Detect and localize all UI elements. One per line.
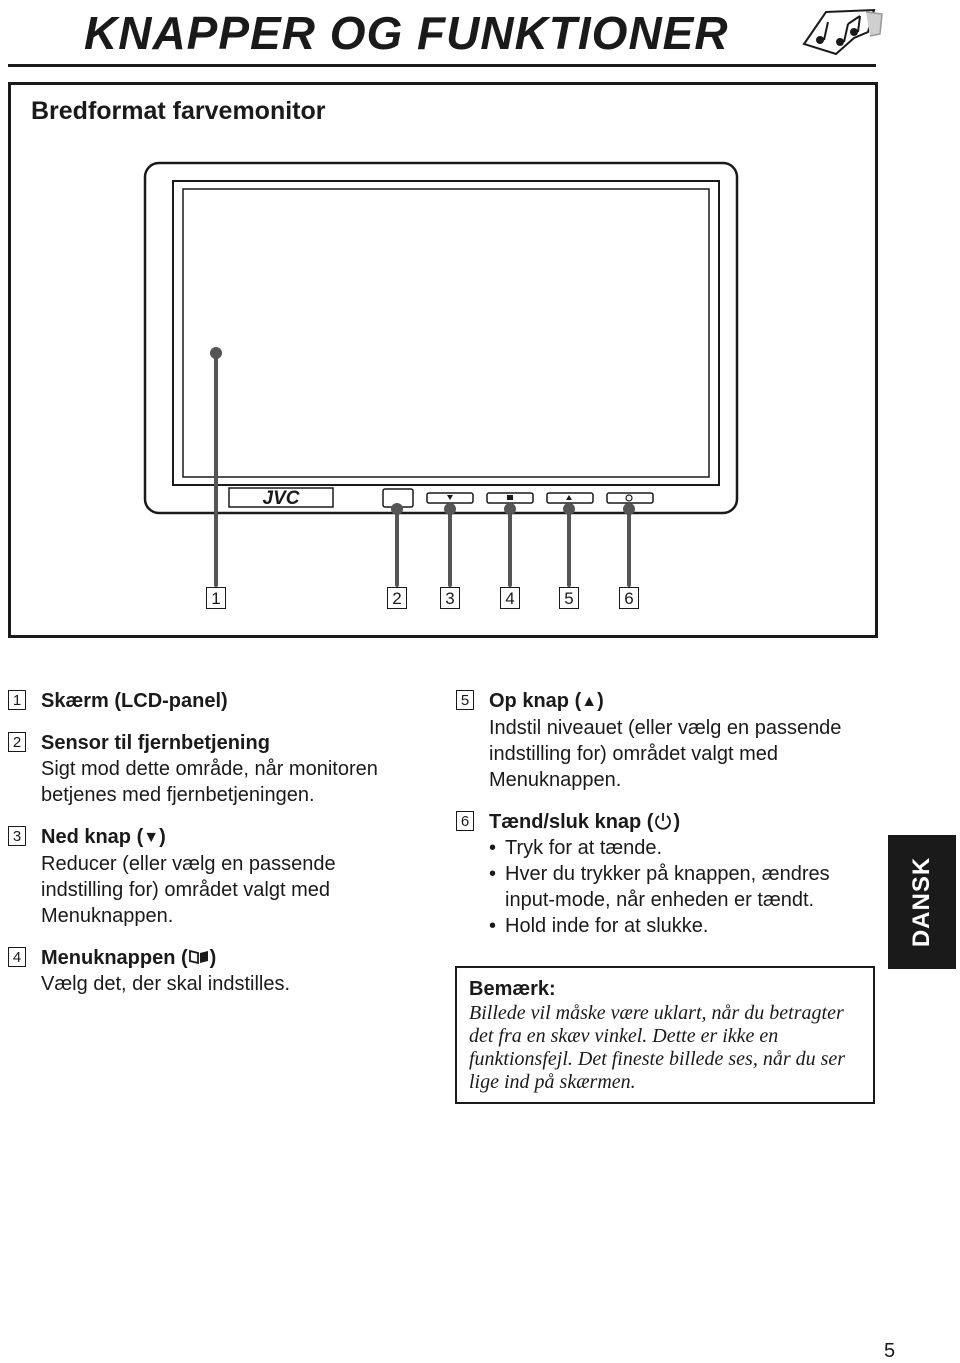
note-box <box>455 966 875 1104</box>
page-number: 5 <box>884 1340 896 1362</box>
page-title: KNAPPER OG FUNKTIONER <box>84 7 729 59</box>
bullet-item: • Tryk for at tænde. <box>489 835 856 861</box>
item-number: 6 <box>456 811 474 831</box>
item-number: 3 <box>8 826 26 846</box>
item-title: Ned knap (▼) <box>41 826 166 848</box>
item-title: Tænd/sluk knap ( ) <box>489 811 681 833</box>
up-arrow-icon: ▲ <box>581 693 598 710</box>
item-power-button <box>456 809 856 939</box>
item-number: 4 <box>8 947 26 967</box>
note-title: Bemærk: <box>469 978 556 1000</box>
item-description: Reducer (eller vælg en passende indstilling for) området valgt med Menuknappen. <box>41 853 336 927</box>
item-menu-button <box>8 945 408 997</box>
item-remote-sensor <box>8 730 408 808</box>
callout-label-6: 6 <box>619 587 639 609</box>
callout-label-3: 3 <box>440 587 460 609</box>
descriptions-left <box>8 688 408 1013</box>
power-button-shape <box>607 493 653 503</box>
item-number: 5 <box>456 690 474 710</box>
callout-label-1: 1 <box>206 587 226 609</box>
item-screen <box>8 688 408 714</box>
callout-label-2: 2 <box>387 587 407 609</box>
item-down-button <box>8 824 408 929</box>
item-title: Skærm (LCD-panel) <box>41 690 228 712</box>
down-arrow-icon: ▼ <box>143 829 160 846</box>
bullet-item: • Hold inde for at slukke. <box>489 913 856 939</box>
menu-icon <box>507 495 513 500</box>
descriptions-right <box>456 688 856 955</box>
monitor-diagram <box>11 85 875 635</box>
page-header <box>8 0 876 67</box>
menu-icon <box>188 949 210 965</box>
power-icon <box>653 811 673 831</box>
callout-label-4: 4 <box>500 587 520 609</box>
figure-title: Bredformat farvemonitor <box>31 97 326 125</box>
item-up-button <box>456 688 856 793</box>
callout-label-5: 5 <box>559 587 579 609</box>
item-number: 1 <box>8 690 26 710</box>
item-description: Sigt mod dette område, når monitoren betjenes med fjernbetjeningen. <box>41 758 378 806</box>
item-title: Sensor til fjernbetjening <box>41 732 270 754</box>
language-label: DANSK <box>908 856 935 948</box>
jvc-logo: JVC <box>262 488 300 509</box>
note-text: Billede vil måske være uklart, når du betragter det fra en skæv vinkel. Dette er ikke en funktionsfejl. Det fineste billede ses, når du ser lige ind på skærmen. <box>469 1002 846 1093</box>
language-tab <box>888 835 956 969</box>
item-title: Op knap (▲) <box>489 690 604 712</box>
item-description: Vælg det, der skal indstilles. <box>41 973 291 995</box>
item-description: Indstil niveauet (eller vælg en passende indstilling for) området valgt med Menuknappen. <box>489 717 842 791</box>
figure-panel <box>8 82 878 638</box>
item-number: 2 <box>8 732 26 752</box>
bullet-item: • Hver du trykker på knappen, ændres input-mode, når enheden er tændt. <box>489 861 856 913</box>
music-notes-icon <box>796 4 884 60</box>
item-title: Menuknappen ( ) <box>41 947 217 969</box>
